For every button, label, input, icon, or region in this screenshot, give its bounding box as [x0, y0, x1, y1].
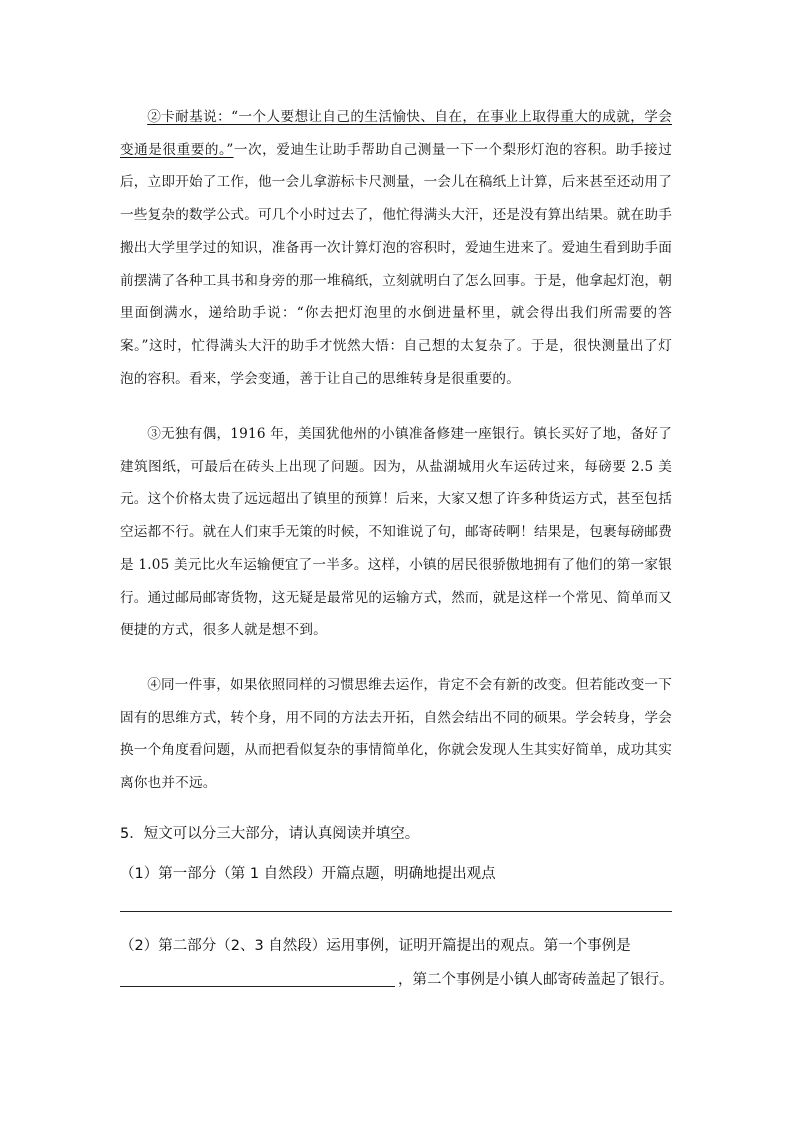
question-5-stem: 5．短文可以分三大部分，请认真阅读并填空。 [120, 826, 420, 842]
edison-story: 一次，爱迪生让助手帮助自己测量一下一个梨形灯泡的容积。助手接过后，立即开始了工作，他一会儿拿游标卡尺测量，一会儿在稿纸上计算，后来甚至还动用了一些复杂的数学公式。可几个小时过去了，他忙得满头大汗，还是没有算出结果。就在助手搬出大学里学过的知识，准备再一次计算灯泡的容积时，爱迪生进来了。爱迪生看到助手面前摆满了各种工具书和身旁的那一堆稿纸，立刻就明白了怎么回事。于是，他拿起灯泡，朝里面倒满水，递给助手说：“你去把灯泡里的水倒进量杯里，就会得出我们所需要的答案。”这时，忙得满头大汗的助手才恍然大悟：自己想的太复杂了。于是，很快测量出了灯泡的容积。看来，学会变通，善于让自己的思维转身是很重要的。 [120, 141, 672, 387]
answer-blank-part-1[interactable] [120, 911, 672, 912]
paragraph-4: ④同一件事，如果依照同样的习惯思维去运作，肯定不会有新的改变。但若能改变一下固有的思维方式，转个身，用不同的方法去开拓，自然会结出不同的硕果。学会转身，学会换一个角度看问题，从而把看似复杂的事情简单化，你就会发现人生其实好简单，成功其实离你也并不远。 [120, 677, 672, 792]
paragraph-3: ③无独有偶，1916 年，美国犹他州的小镇准备修建一座银行。镇长买好了地，备好了建筑图纸，可最后在砖头上出现了问题。因为，从盐湖城用火车运砖过来，每磅要 2.5 美元。这个价格太贵了远远超出了镇里的预算！后来，大家又想了许多种货运方式，甚至包括空运都不行。就在人们束手无策的时候，不知谁说了句，邮寄砖啊！结果是，包裹每磅邮费是 1.05 美元比火车运输便宜了一半多。这样，小镇的居民很骄傲地拥有了他们的第一家银行。通过邮局邮寄货物，这无疑是最常见的运输方式，然而，就是这样一个常见、简单而又便捷的方式，很多人就是想不到。 [120, 426, 672, 639]
carnegie-quote: ②卡耐基说：“一个人要想让自己的生活愉快、自在，在事业上取得重大的成就，学会变通是很重要的。” [120, 109, 672, 158]
question-5-part-2-tail: ，第二个事例是小镇人邮寄砖盖起了银行。 [398, 972, 674, 988]
question-5-part-2: （2）第二部分（2、3 自然段）运用事例，证明开篇提出的观点。第一个事例是 [120, 938, 631, 954]
question-5-part-2-continuation [120, 968, 680, 992]
question-5-part-1: （1）第一部分（第 1 自然段）开篇点题，明确地提出观点 [120, 866, 496, 882]
paragraph-2 [120, 101, 672, 395]
answer-blank-part-2[interactable] [120, 986, 395, 987]
